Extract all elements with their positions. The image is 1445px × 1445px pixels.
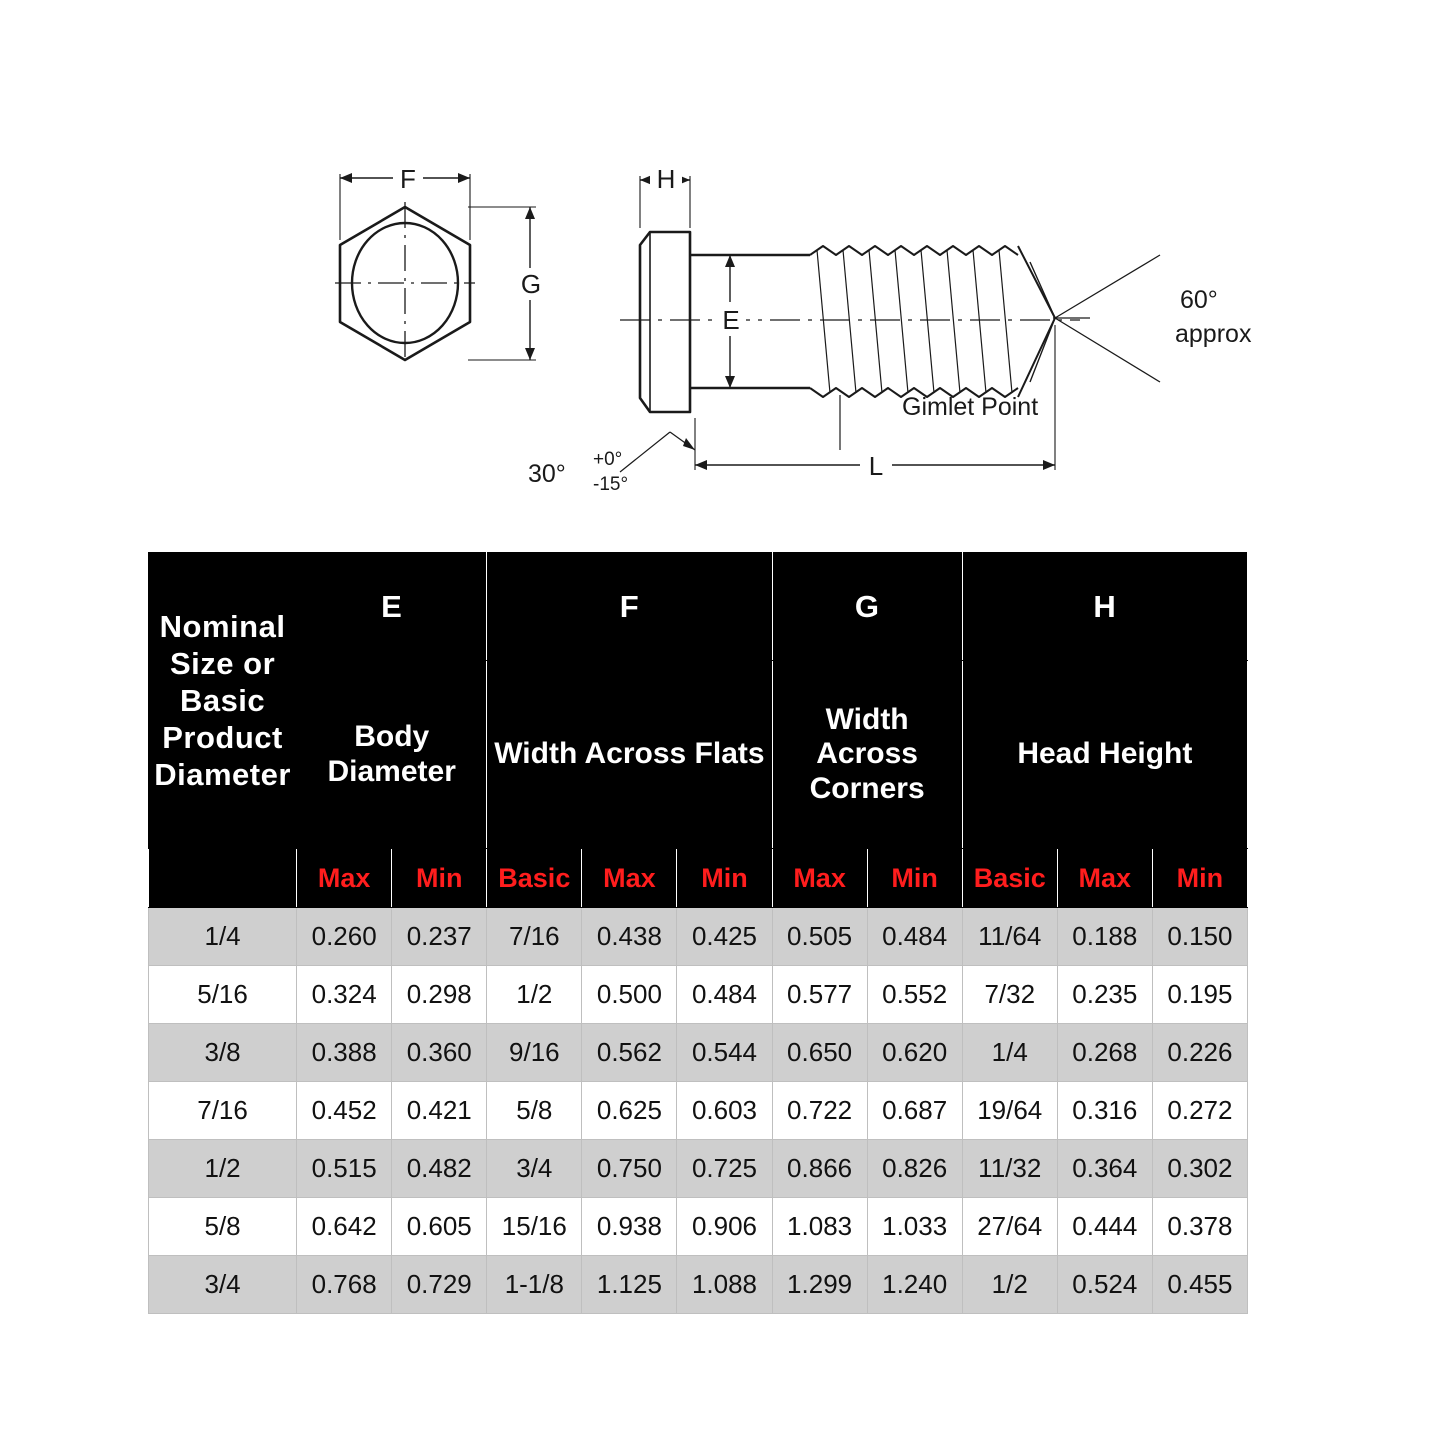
cell-value: 0.768 [297, 1256, 392, 1314]
diagram-label-approx: approx [1175, 320, 1252, 348]
header-name-head-height: Head Height [962, 661, 1247, 849]
cell-value: 1.299 [772, 1256, 867, 1314]
header-letter-g: G [772, 553, 962, 661]
subheader-h-min: Min [1152, 849, 1247, 908]
table-row [149, 1024, 1248, 1082]
cell-nominal: 5/8 [149, 1198, 297, 1256]
cell-value: 3/4 [487, 1140, 582, 1198]
cell-value: 0.729 [392, 1256, 487, 1314]
cell-value: 19/64 [962, 1082, 1057, 1140]
cell-value: 0.421 [392, 1082, 487, 1140]
cell-value: 1-1/8 [487, 1256, 582, 1314]
diagram-label-f: F [400, 164, 416, 194]
cell-value: 0.482 [392, 1140, 487, 1198]
header-name-width-across-corners: Width Across Corners [772, 661, 962, 849]
cell-nominal: 7/16 [149, 1082, 297, 1140]
cell-value: 0.268 [1057, 1024, 1152, 1082]
cell-value: 0.750 [582, 1140, 677, 1198]
cell-value: 11/64 [962, 908, 1057, 966]
table-row [149, 966, 1248, 1024]
cell-value: 0.260 [297, 908, 392, 966]
nominal-size-header: Nominal Size or Basic Product Diameter [149, 553, 297, 849]
cell-value: 0.360 [392, 1024, 487, 1082]
cell-value: 0.237 [392, 908, 487, 966]
diagram-label-l: L [868, 451, 884, 481]
cell-value: 1.125 [582, 1256, 677, 1314]
cell-value: 0.603 [677, 1082, 772, 1140]
cell-value: 0.364 [1057, 1140, 1152, 1198]
cell-value: 0.642 [297, 1198, 392, 1256]
cell-value: 0.226 [1152, 1024, 1247, 1082]
subheader-g-min: Min [867, 849, 962, 908]
table-row [149, 908, 1248, 966]
lag-screw-dimension-table [148, 552, 1248, 1314]
cell-nominal: 5/16 [149, 966, 297, 1024]
diagram-label-tolerance-plus: +0° [593, 449, 623, 470]
table-row [149, 1198, 1248, 1256]
subheader-e-max: Max [297, 849, 392, 908]
cell-value: 0.605 [392, 1198, 487, 1256]
cell-value: 0.438 [582, 908, 677, 966]
cell-value: 0.562 [582, 1024, 677, 1082]
cell-value: 0.324 [297, 966, 392, 1024]
table-subheader-row [149, 849, 1248, 908]
cell-value: 0.444 [1057, 1198, 1152, 1256]
cell-nominal: 3/4 [149, 1256, 297, 1314]
table-row [149, 1140, 1248, 1198]
table-row [149, 1082, 1248, 1140]
cell-value: 0.388 [297, 1024, 392, 1082]
subheader-g-max: Max [772, 849, 867, 908]
cell-value: 0.195 [1152, 966, 1247, 1024]
subheader-blank [149, 849, 297, 908]
subheader-f-max: Max [582, 849, 677, 908]
header-letter-h: H [962, 553, 1247, 661]
cell-nominal: 1/2 [149, 1140, 297, 1198]
cell-nominal: 3/8 [149, 1024, 297, 1082]
cell-value: 0.687 [867, 1082, 962, 1140]
cell-value: 5/8 [487, 1082, 582, 1140]
cell-value: 0.524 [1057, 1256, 1152, 1314]
subheader-e-min: Min [392, 849, 487, 908]
cell-value: 0.625 [582, 1082, 677, 1140]
subheader-h-max: Max [1057, 849, 1152, 908]
cell-value: 9/16 [487, 1024, 582, 1082]
cell-value: 27/64 [962, 1198, 1057, 1256]
header-name-body-diameter: Body Diameter [297, 661, 487, 849]
header-letter-e: E [297, 553, 487, 661]
cell-value: 0.235 [1057, 966, 1152, 1024]
cell-value: 1/2 [487, 966, 582, 1024]
cell-value: 0.577 [772, 966, 867, 1024]
cell-value: 0.452 [297, 1082, 392, 1140]
cell-value: 0.455 [1152, 1256, 1247, 1314]
diagram-label-h: H [656, 164, 676, 194]
diagram-label-gimlet-point: Gimlet Point [902, 393, 1039, 421]
cell-value: 0.505 [772, 908, 867, 966]
cell-value: 1.033 [867, 1198, 962, 1256]
cell-value: 1.083 [772, 1198, 867, 1256]
cell-value: 0.650 [772, 1024, 867, 1082]
cell-value: 1/2 [962, 1256, 1057, 1314]
subheader-h-basic: Basic [962, 849, 1057, 908]
cell-value: 0.316 [1057, 1082, 1152, 1140]
table-name-header-row [149, 661, 1248, 849]
cell-value: 0.906 [677, 1198, 772, 1256]
cell-value: 0.378 [1152, 1198, 1247, 1256]
diagram-label-e: E [722, 305, 740, 335]
subheader-f-min: Min [677, 849, 772, 908]
cell-value: 1/4 [962, 1024, 1057, 1082]
cell-value: 0.500 [582, 966, 677, 1024]
hex-lag-screw-diagram [150, 150, 1300, 530]
subheader-f-basic: Basic [487, 849, 582, 908]
cell-value: 7/32 [962, 966, 1057, 1024]
cell-value: 0.188 [1057, 908, 1152, 966]
cell-value: 1.088 [677, 1256, 772, 1314]
cell-value: 0.552 [867, 966, 962, 1024]
diagram-label-30deg: 30° [528, 460, 566, 488]
diagram-label-g: G [520, 269, 542, 299]
cell-value: 0.826 [867, 1140, 962, 1198]
cell-value: 11/32 [962, 1140, 1057, 1198]
cell-value: 0.515 [297, 1140, 392, 1198]
header-name-width-across-flats: Width Across Flats [487, 661, 772, 849]
table-row [149, 1256, 1248, 1314]
cell-value: 0.425 [677, 908, 772, 966]
cell-value: 0.725 [677, 1140, 772, 1198]
lag-screw-dimension-table-wrap [148, 552, 1248, 1314]
cell-value: 7/16 [487, 908, 582, 966]
cell-value: 0.302 [1152, 1140, 1247, 1198]
cell-value: 1.240 [867, 1256, 962, 1314]
diagram-label-tolerance-minus: -15° [593, 474, 629, 495]
cell-value: 0.484 [867, 908, 962, 966]
cell-value: 15/16 [487, 1198, 582, 1256]
cell-value: 0.150 [1152, 908, 1247, 966]
table-letter-header-row [149, 553, 1248, 661]
cell-value: 0.620 [867, 1024, 962, 1082]
cell-value: 0.298 [392, 966, 487, 1024]
cell-value: 0.544 [677, 1024, 772, 1082]
diagram-label-60deg: 60° [1180, 286, 1218, 314]
cell-value: 0.722 [772, 1082, 867, 1140]
cell-value: 0.866 [772, 1140, 867, 1198]
cell-value: 0.272 [1152, 1082, 1247, 1140]
cell-value: 0.938 [582, 1198, 677, 1256]
cell-nominal: 1/4 [149, 908, 297, 966]
header-letter-f: F [487, 553, 772, 661]
cell-value: 0.484 [677, 966, 772, 1024]
